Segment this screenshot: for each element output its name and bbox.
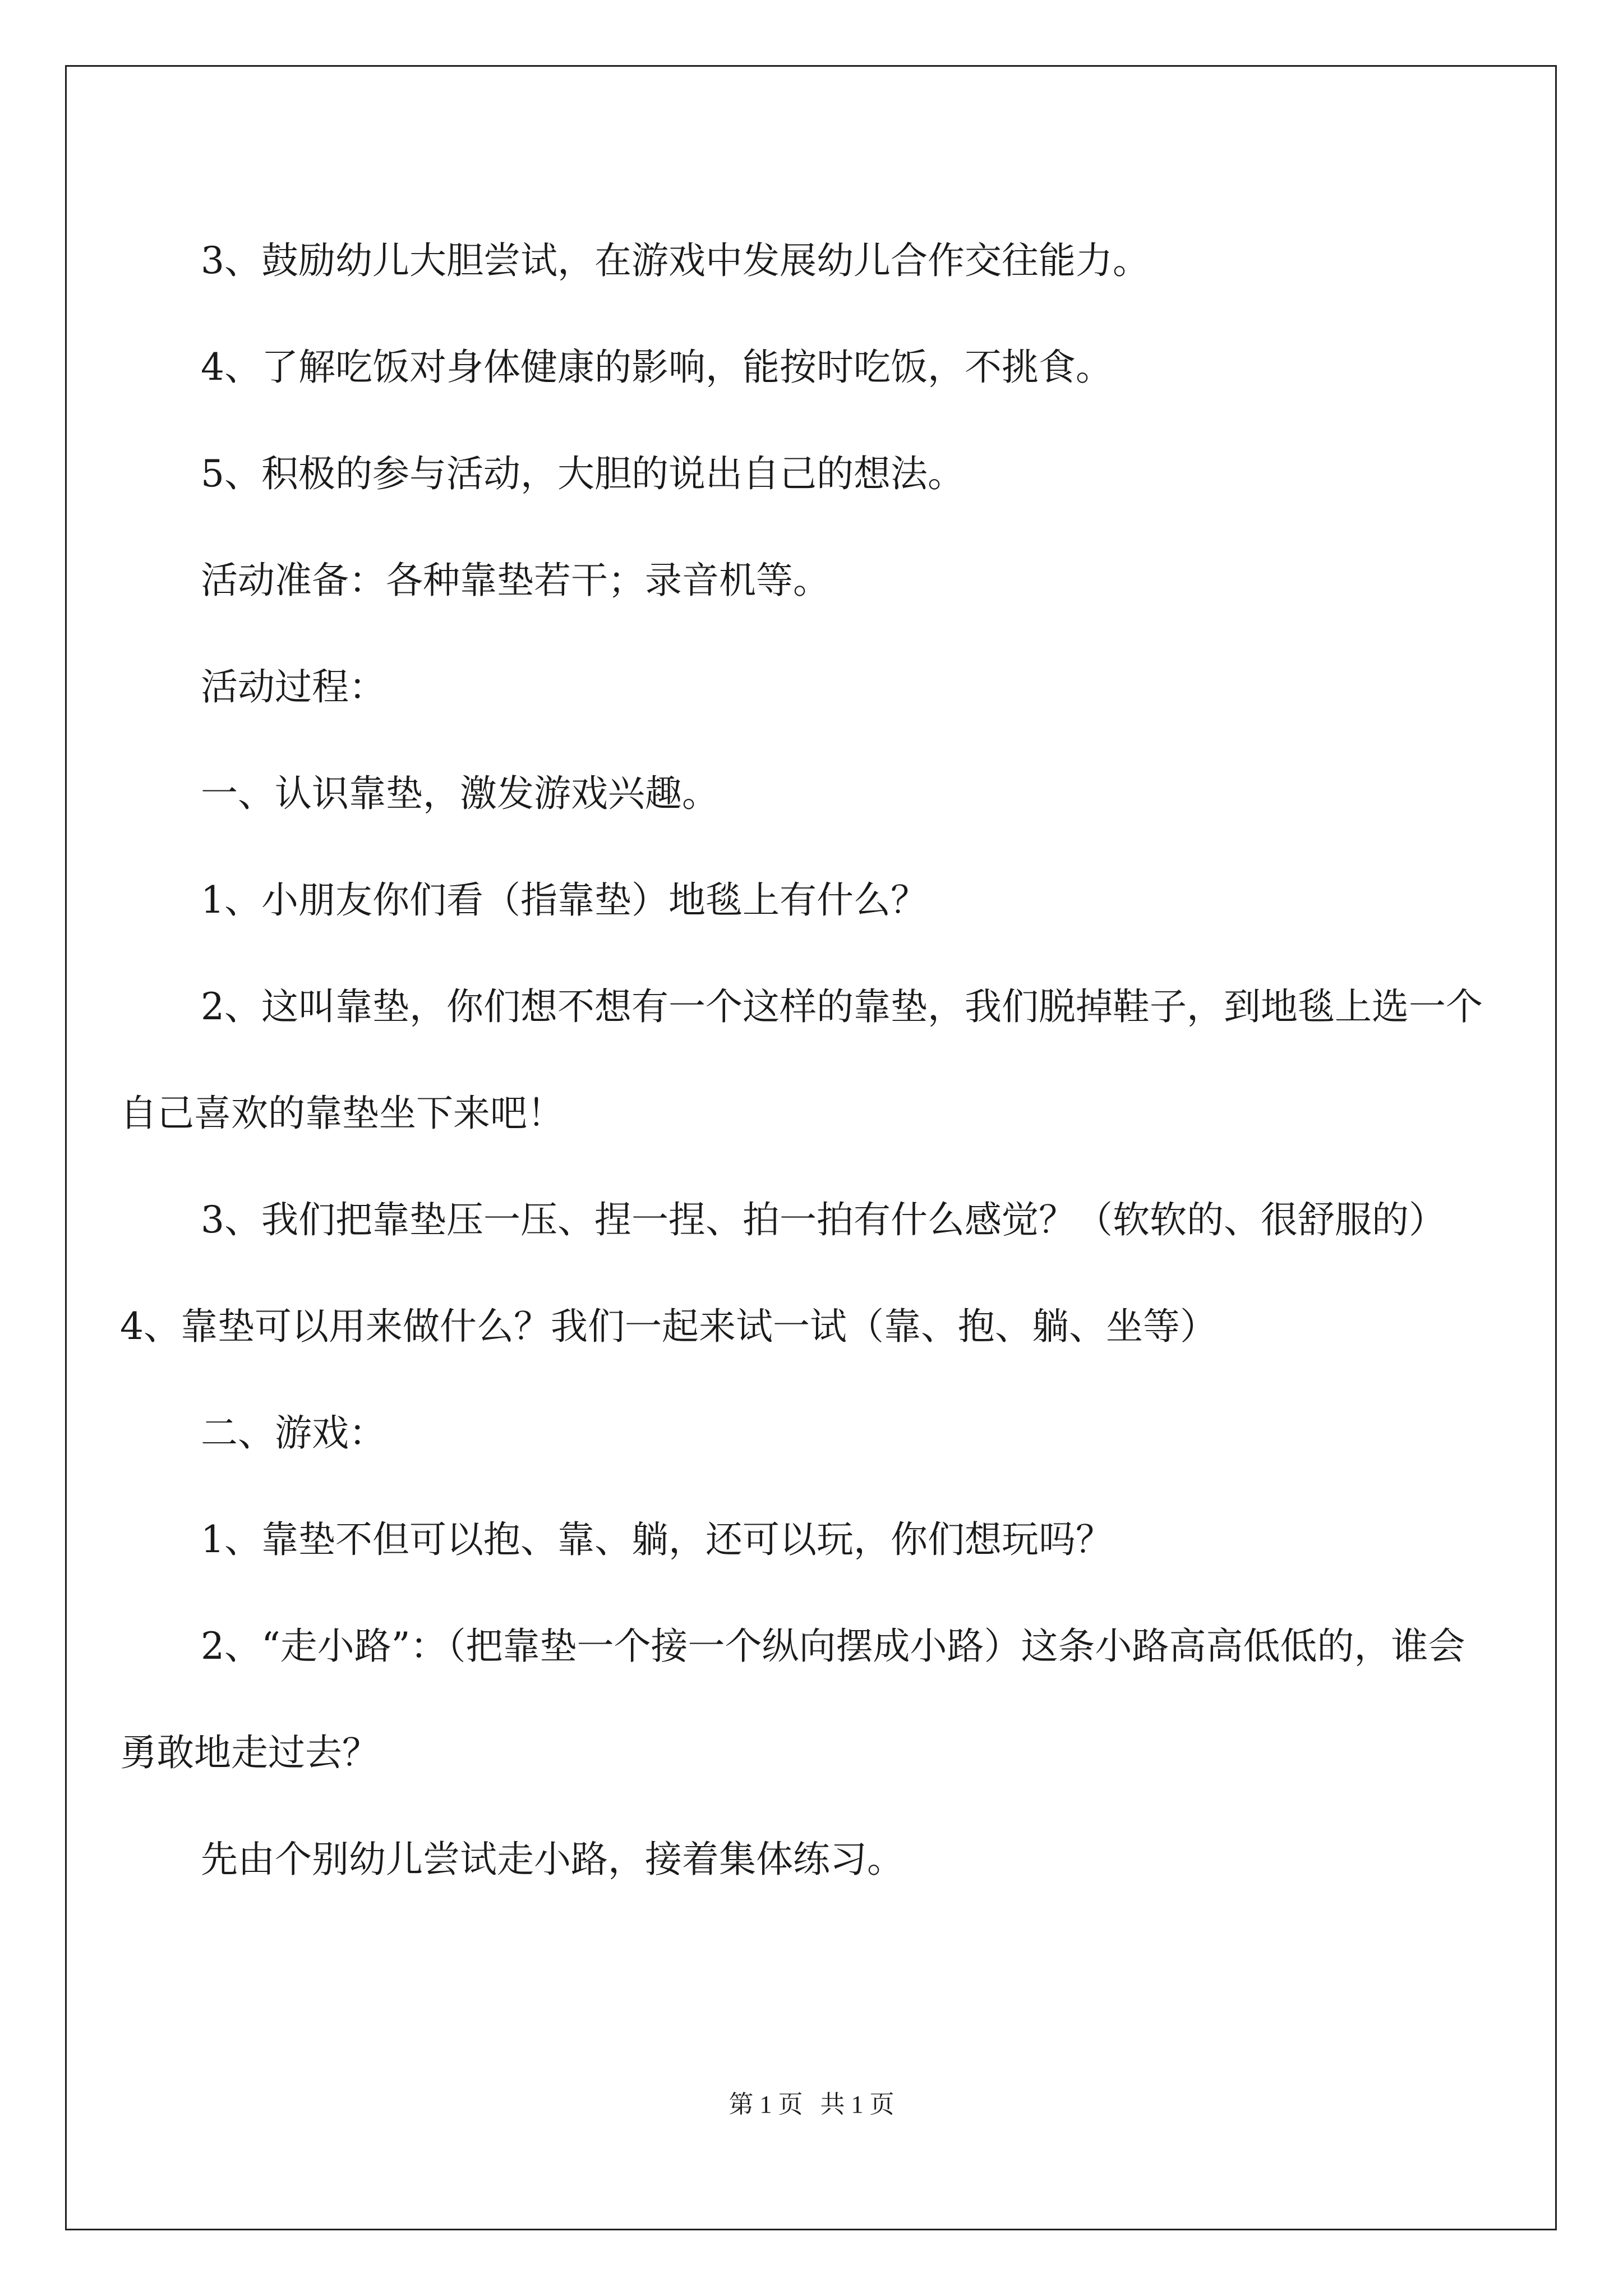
paragraph-game-2: 2、“走小路”：（把靠垫一个接一个纵向摆成小路）这条小路高高低低的，谁会勇敢地走过去？ xyxy=(120,1625,1465,1774)
paragraph-step-2: 2、这叫靠垫，你们想不想有一个这样的靠垫，我们脱掉鞋子，到地毯上选一个自己喜欢的靠垫坐下来吧！ xyxy=(120,985,1483,1135)
paragraph-goal-4: 4、了解吃饭对身体健康的影响，能按时吃饭，不挑食。 xyxy=(201,346,1113,389)
paragraph-preparation: 活动准备：各种靠垫若干；录音机等。 xyxy=(201,559,830,602)
page-total: 共 1 页 xyxy=(820,2091,895,2118)
document-body xyxy=(120,208,1485,1913)
paragraph-practice: 先由个别幼儿尝试走小路，接着集体练习。 xyxy=(201,1838,904,1881)
page-footer xyxy=(0,2084,1623,2120)
paragraph-goal-5: 5、积极的参与活动，大胆的说出自己的想法。 xyxy=(201,452,965,495)
paragraph-process-heading: 活动过程： xyxy=(201,665,386,708)
paragraph-section-two: 二、游戏： xyxy=(201,1411,386,1455)
paragraph-game-1: 1、靠垫不但可以抱、靠、躺，还可以玩，你们想玩吗？ xyxy=(201,1518,1113,1561)
paragraph-step-3-4: 3、我们把靠垫压一压、捏一捏、拍一拍有什么感觉？（软软的、很舒服的）4、靠垫可以用来做什么？我们一起来试一试（靠、抱、躺、坐等） xyxy=(120,1198,1446,1348)
paragraph-goal-3: 3、鼓励幼儿大胆尝试，在游戏中发展幼儿合作交往能力。 xyxy=(201,239,1150,282)
paragraph-section-one: 一、认识靠垫，激发游戏兴趣。 xyxy=(201,772,719,815)
page-number: 第 1 页 xyxy=(728,2091,803,2118)
paragraph-step-1: 1、小朋友你们看（指靠垫）地毯上有什么？ xyxy=(201,878,928,922)
